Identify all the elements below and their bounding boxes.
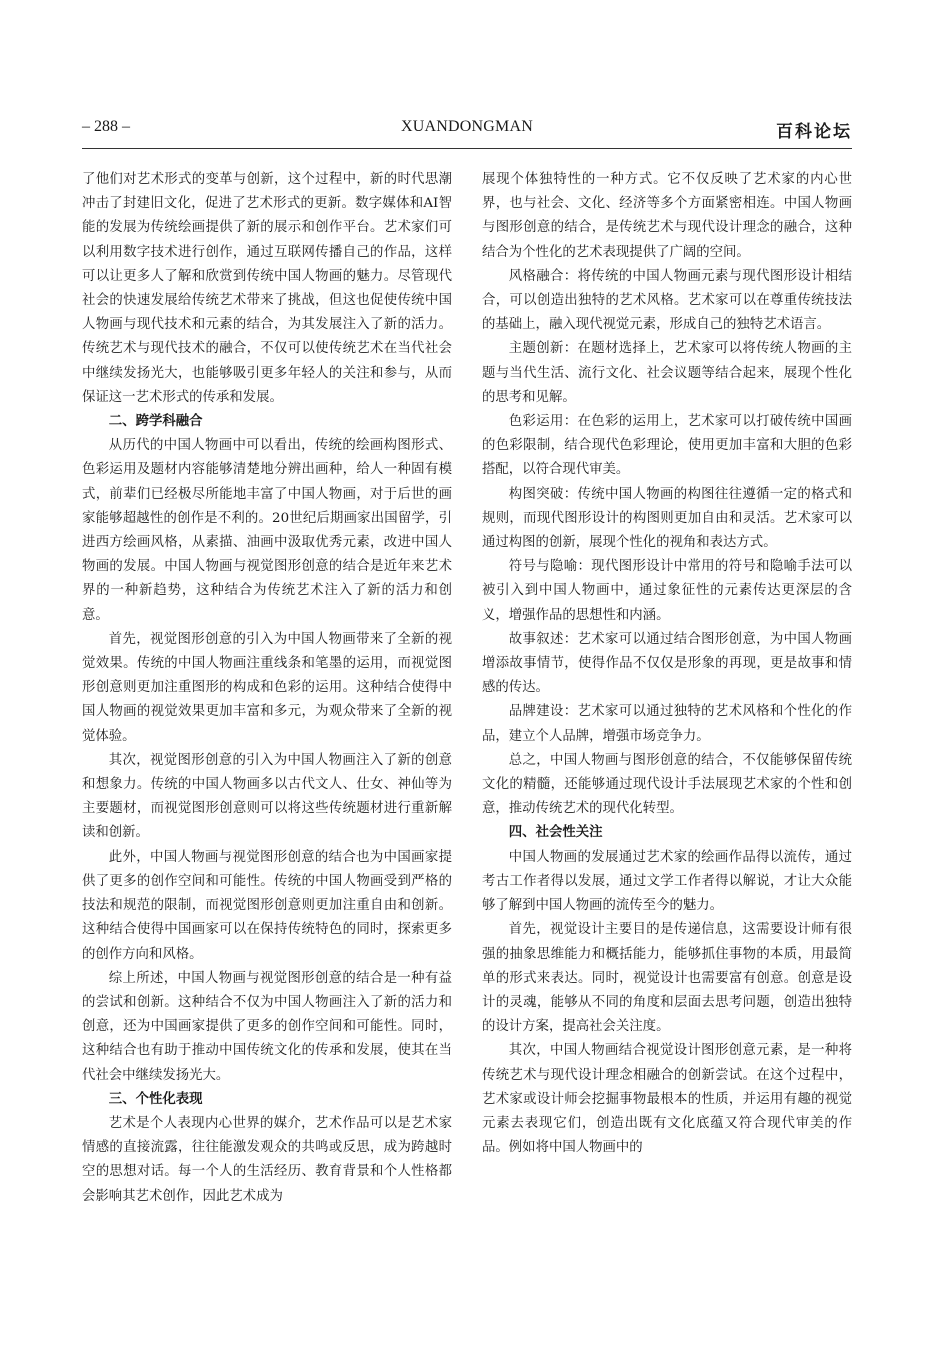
section-name: 百科论坛 xyxy=(776,122,852,142)
paragraph: 中国人物画的发展通过艺术家的绘画作品得以流传，通过考古工作者得以发展，通过文学工作者得以解说，才让大众能够了解到中国人物画的流传至今的魅力。 xyxy=(482,849,852,914)
paragraph: 风格融合：将传统的中国人物画元素与现代图形设计相结合，可以创造出独特的艺术风格。艺术家可以在尊重传统技法的基础上，融入现代视觉元素，形成自己的独特艺术语言。 xyxy=(482,268,852,333)
paragraph: 总之，中国人物画与图形创意的结合，不仅能够保留传统文化的精髓，还能够通过现代设计手法展现艺术家的个性和创意，推动传统艺术的现代化转型。 xyxy=(482,752,852,817)
paragraph: 构图突破：传统中国人物画的构图往往遵循一定的格式和规则，而现代图形设计的构图则更加自由和灵活。艺术家可以通过构图的创新，展现个性化的视角和表达方式。 xyxy=(482,486,852,551)
section-heading-social: 四、社会性关注 xyxy=(508,825,603,841)
paragraph: 从历代的中国人物画中可以看出，传统的绘画构图形式、色彩运用及题材内容能够清楚地分辨出画种，给人一种固有模式，前辈们已经极尽所能地丰富了中国人物画，对于后世的画家能够超越性的创作是不利的。20世纪后期画家出国留学，引进西方绘画风格，从素描、油画中汲取优秀元素，改进中国人物画的发展。中国人物画与视觉图形创意的结合是近年来艺术界的一种新趋势，这种结合为传统艺术注入了新的活力和创意。 xyxy=(82,438,452,623)
section-heading-interdisciplinary: 二、跨学科融合 xyxy=(108,414,203,430)
paragraph: 品牌建设：艺术家可以通过独特的艺术风格和个性化的作品，建立个人品牌，增强市场竞争力。 xyxy=(482,704,852,744)
paragraph: 首先，视觉设计主要目的是传递信息，这需要设计师有很强的抽象思维能力和概括能力，能够抓住事物的本质，用最简单的形式来表达。同时，视觉设计也需要富有创意。创意是设计的灵魂，能够从不同的角度和层面去思考问题，创造出独特的设计方案，提高社会关注度。 xyxy=(482,922,852,1035)
paragraph: 艺术是个人表现内心世界的媒介，艺术作品可以是艺术家情感的直接流露，往往能激发观众的共鸣或反思，成为跨越时空的思想对话。每一个人的生活经历、教育背景和个人性格都会影响其艺术创作，因此艺术成为 xyxy=(82,1115,452,1204)
right-column xyxy=(482,168,852,1160)
header-rule xyxy=(82,148,852,149)
paragraph: 色彩运用：在色彩的运用上，艺术家可以打破传统中国画的色彩限制，结合现代色彩理论，使用更加丰富和大胆的色彩搭配，以符合现代审美。 xyxy=(482,414,852,478)
paragraph: 符号与隐喻：现代图形设计中常用的符号和隐喻手法可以被引入到中国人物画中，通过象征性的元素传达更深层的含义，增强作品的思想性和内涵。 xyxy=(482,559,852,623)
paragraph: 其次，中国人物画结合视觉设计图形创意元素，是一种将传统艺术与现代设计理念相融合的创新尝试。在这个过程中，艺术家或设计师会挖掘事物最根本的性质，并运用有趣的视觉元素去表现它们，创造出既有文化底蕴又符合现代审美的作品。例如将中国人物画中的 xyxy=(482,1043,852,1156)
paragraph: 此外，中国人物画与视觉图形创意的结合也为中国画家提供了更多的创作空间和可能性。传统的中国人物画受到严格的技法和规范的限制，而视觉图形创意则更加注重自由和创新。这种结合使得中国画家可以在保持传统特色的同时，探索更多的创作方向和风格。 xyxy=(82,849,452,962)
section-heading-personalization: 三、个性化表现 xyxy=(108,1091,203,1107)
paragraph: 其次，视觉图形创意的引入为中国人物画注入了新的创意和想象力。传统的中国人物画多以古代文人、仕女、神仙等为主要题材，而视觉图形创意则可以将这些传统题材进行重新解读和创新。 xyxy=(82,752,452,841)
journal-name: XUANDONGMAN xyxy=(401,118,533,135)
paragraph: 展现个体独特性的一种方式。它不仅反映了艺术家的内心世界，也与社会、文化、经济等多个方面紧密相连。中国人物画与图形创意的结合，是传统艺术与现代设计理念的融合，这种结合为个性化的艺术表现提供了广阔的空间。 xyxy=(482,172,852,260)
paragraph: 主题创新：在题材选择上，艺术家可以将传统人物画的主题与当代生活、流行文化、社会议题等结合起来，展现个性化的思考和见解。 xyxy=(482,341,852,405)
paragraph: 综上所述，中国人物画与视觉图形创意的结合是一种有益的尝试和创新。这种结合不仅为中国人物画注入了新的活力和创意，还为中国画家提供了更多的创作空间和可能性。同时，这种结合也有助于推动中国传统文化的传承和发展，使其在当代社会中继续发扬光大。 xyxy=(82,970,452,1083)
paragraph: 首先，视觉图形创意的引入为中国人物画带来了全新的视觉效果。传统的中国人物画注重线条和笔墨的运用，而视觉图形创意则更加注重图形的构成和色彩的运用。这种结合使得中国人物画的视觉效果更加丰富和多元，为观众带来了全新的视觉体验。 xyxy=(82,631,452,744)
page-number: – 288 – xyxy=(82,118,130,135)
paragraph: 了他们对艺术形式的变革与创新，这个过程中，新的时代思潮冲击了封建旧文化，促进了艺术形式的更新。数字媒体和AI智能的发展为传统绘画提供了新的展示和创作平台。艺术家们可以利用数字技术进行创作，通过互联网传播自己的作品，这样可以让更多人了解和欣赏到传统中国人物画的魅力。尽管现代社会的快速发展给传统艺术带来了挑战，但这也促使传统中国人物画与现代技术和元素的结合，为其发展注入了新的活力。传统艺术与现代技术的融合，不仅可以使传统艺术在当代社会中继续发扬光大，也能够吸引更多年轻人的关注和参与，从而保证这一艺术形式的传承和发展。 xyxy=(82,172,452,405)
page-header xyxy=(82,118,852,144)
paragraph: 故事叙述：艺术家可以通过结合图形创意，为中国人物画增添故事情节，使得作品不仅仅是形象的再现，更是故事和情感的传达。 xyxy=(482,631,852,696)
left-column xyxy=(82,168,452,1209)
